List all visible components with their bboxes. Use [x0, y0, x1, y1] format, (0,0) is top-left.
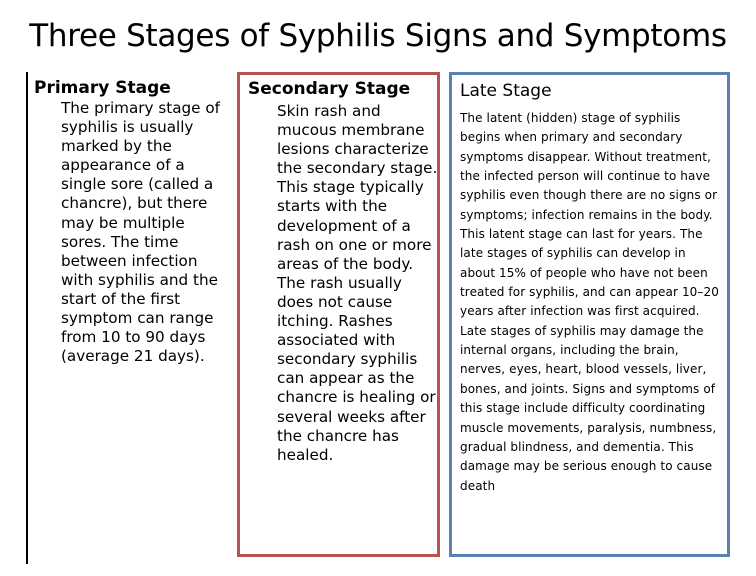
- secondary-stage-column: [237, 72, 440, 557]
- primary-stage-text: The primary stage of syphilis is usually marked by the appearance of a single sore (called a chancre), but there may be multiple sores. The time between infection with syphilis and the start of the first symptom can range from 10 to 90 days (average 21 days).: [61, 99, 220, 366]
- late-stage-heading: Late Stage: [460, 81, 552, 101]
- secondary-stage-text: Skin rash and mucous membrane lesions characterize the secondary stage. This stage typically starts with the development of a rash on one or more areas of the body. The rash usually does not cause itching. Rashes associated with secondary syphilis can appear as the chancre is healing or several weeks after the chancre has healed.: [277, 102, 438, 464]
- secondary-stage-heading: Secondary Stage: [248, 79, 411, 99]
- primary-stage-column: [26, 72, 231, 564]
- page-title: Three Stages of Syphilis Signs and Symptoms: [29, 18, 727, 54]
- late-stage-text: The latent (hidden) stage of syphilis begins when primary and secondary symptoms disappear. Without treatment, the infected person will continue to have syphilis even though there are no signs or symptoms; infection remains in the body. This latent stage can last for years. The late stages of syphilis can develop in about 15% of people who have not been treated for syphilis, and can appear 10–20 years after infection was first acquired. Late stages of syphilis may damage the internal organs, including the brain, nerves, eyes, heart, blood vessels, liver, bones, and joints. Signs and symptoms of this stage include difficulty coordinating muscle movements, paralysis, numbness, gradual blindness, and dementia. This damage may be serious enough to cause death: [460, 111, 719, 493]
- primary-stage-heading: Primary Stage: [34, 78, 171, 98]
- late-stage-column: [449, 72, 730, 557]
